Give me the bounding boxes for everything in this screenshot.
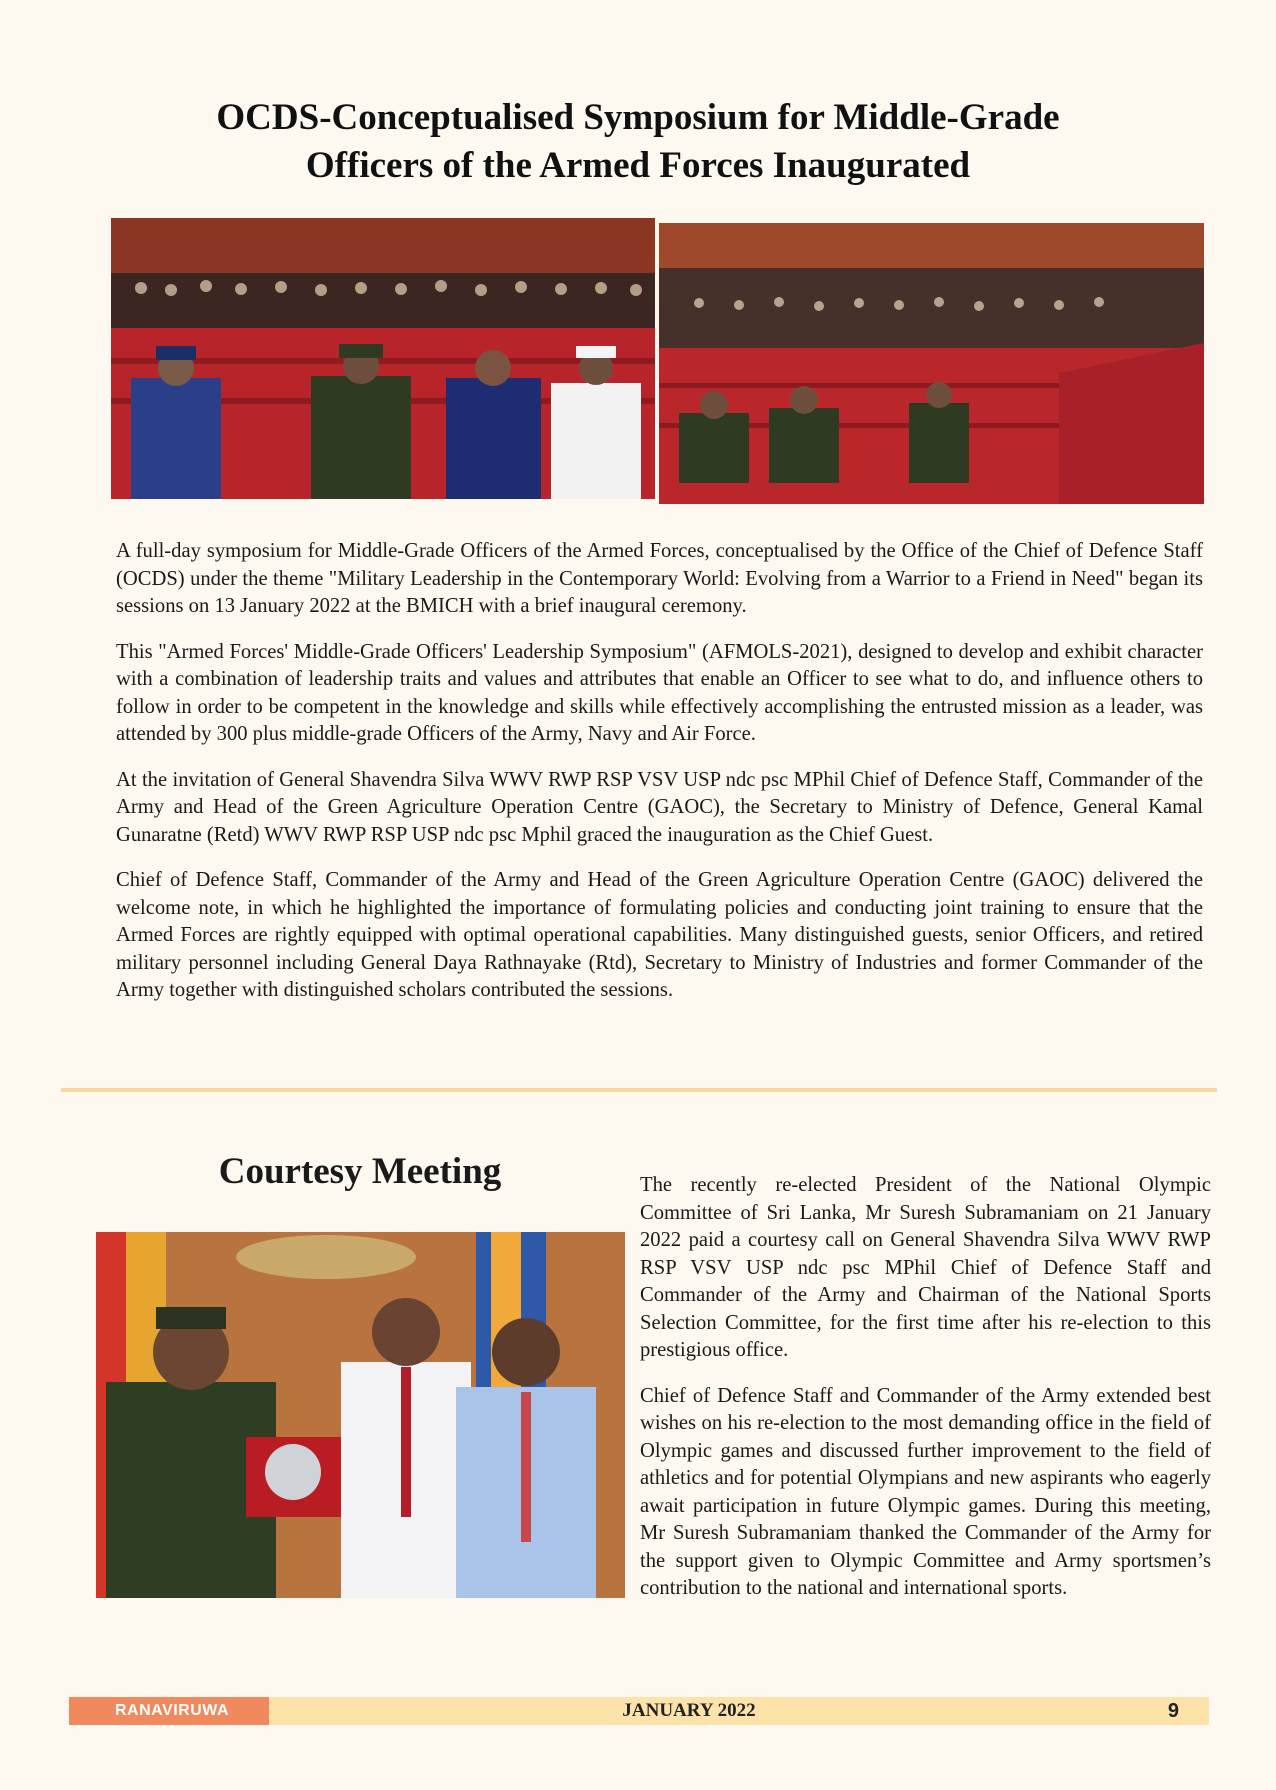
issue-date: JANUARY 2022 <box>622 1700 756 1721</box>
symposium-audience-photo-2 <box>659 223 1204 504</box>
courtesy-paragraph-2: Chief of Defence Staff and Commander of the Army extended best wishes on his re-election to the most demanding office in the field of Olympic games and discussed further improvement to the field of athletics and for potential Olympians and new aspirants who eagerly await participation in future Olympic games. During this meeting, Mr Suresh Subramaniam thanked the Commander of the Army for the support given to Olympic Committee and Army sportsmen’s contribution to the national and international sports. <box>640 1384 1211 1599</box>
page-footer <box>69 1697 1209 1725</box>
page-number: 9 <box>1167 1700 1179 1722</box>
article-paragraph-3: At the invitation of General Shavendra Silva WWV RWP RSP VSV USP ndc psc MPhil Chief of Defence Staff, Commander of the Army and Head of the Green Agriculture Operation Centre (GAOC), the Secretary to Ministry of Defence, General Kamal Gunaratne (Retd) WWV RWP RSP USP ndc psc Mphil graced the inauguration as the Chief Guest. <box>116 768 1203 846</box>
article-title <box>120 94 1156 190</box>
courtesy-meeting-title: Courtesy Meeting <box>218 1151 502 1192</box>
publication-name: RANAVIRUWA <box>69 1697 269 1725</box>
article-paragraph-1: A full-day symposium for Middle-Grade Officers of the Armed Forces, conceptualised by the Office of the Chief of Defence Staff (OCDS) under the theme "Military Leadership in the Contemporary World: Evolving from a Warrior to a Friend in Need" began its sessions on 13 January 2022 at the BMICH with a brief inaugural ceremony. <box>116 540 1203 617</box>
article-title-line1: OCDS-Conceptualised Symposium for Middle-Grade <box>216 97 1060 138</box>
courtesy-meeting-photo <box>96 1232 625 1598</box>
courtesy-paragraph-1: The recently re-elected President of the National Olympic Committee of Sri Lanka, Mr Suresh Subramaniam on 21 January 2022 paid a courtesy call on General Shavendra Silva WWV RWP RSP VSV USP ndc psc MPhil Chief of Defence Staff and Commander of the Army and Chairman of the National Sports Selection Committee, for the first time after his re-election to this prestigious office. <box>640 1174 1211 1361</box>
article-paragraph-2: This "Armed Forces' Middle-Grade Officers' Leadership Symposium" (AFMOLS-2021), designed to develop and exhibit character with a combination of leadership traits and values and attributes that enable an Officer to see what to do, and influence others to follow in order to be competent in the knowledge and skills while effectively accomplishing the entrusted mission as a leader, was attended by 300 plus middle-grade Officers of the Army, Navy and Air Force. <box>116 640 1203 745</box>
article-paragraph-4: Chief of Defence Staff, Commander of the Army and Head of the Green Agriculture Operation Centre (GAOC) delivered the welcome note, in which he highlighted the importance of formulating policies and conducting joint training to ensure that the Armed Forces are rightly equipped with optimal operational capabilities. Many distinguished guests, senior Officers, and retired military personnel including General Daya Rathnayake (Rtd), Secretary to Ministry of Industries and former Commander of the Army together with distinguished scholars contributed the sessions. <box>116 869 1203 1001</box>
symposium-audience-photo-1 <box>111 218 655 499</box>
section-divider <box>61 1088 1217 1092</box>
article-title-line2: Officers of the Armed Forces Inaugurated <box>305 145 971 186</box>
article-body <box>116 538 1203 1023</box>
courtesy-meeting-body <box>640 1172 1211 1621</box>
